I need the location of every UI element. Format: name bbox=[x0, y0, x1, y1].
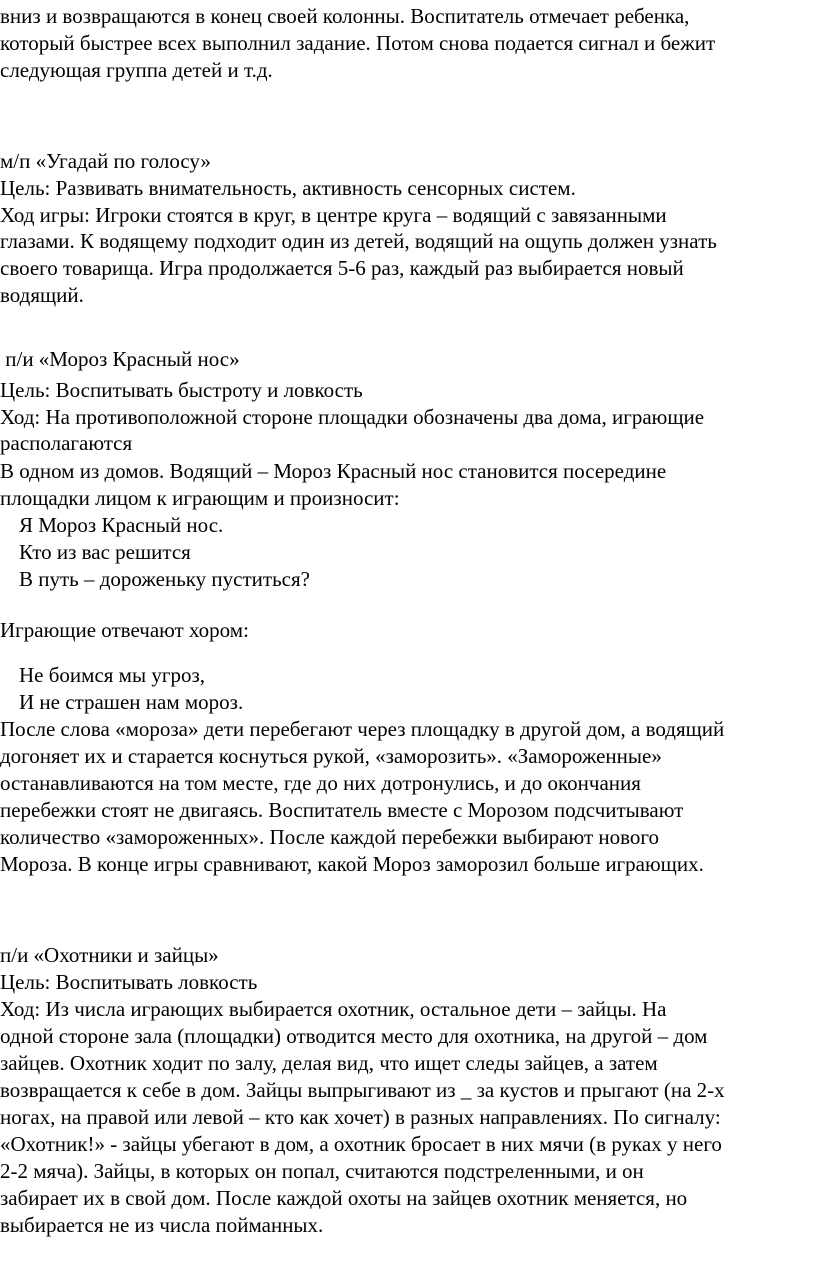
game1-description-line: глазами. К водящему подходит один из детей, водящий на ощупь должен узнать bbox=[0, 229, 717, 253]
intro-line: следующая группа детей и т.д. bbox=[0, 58, 273, 82]
game2-description-line: располагаются bbox=[0, 431, 133, 455]
game3-description-line: возвращается к себе в дом. Зайцы выпрыгивают из _ за кустов и прыгают (на 2-х bbox=[0, 1078, 725, 1102]
game2-title: п/и «Мороз Красный нос» bbox=[0, 347, 240, 371]
game3-description-line: выбирается не из числа пойманных. bbox=[0, 1213, 324, 1237]
game3-description-line: «Охотник!» - зайцы убегают в дом, а охотник бросает в них мячи (в руках у него bbox=[0, 1132, 722, 1156]
game3-goal: Цель: Воспитывать ловкость bbox=[0, 970, 258, 994]
game1-goal: Цель: Развивать внимательность, активность сенсорных систем. bbox=[0, 176, 576, 200]
game2-continuation-line: догоняет их и старается коснуться рукой, «заморозить». «Замороженные» bbox=[0, 744, 662, 768]
game1-description-line: водящий. bbox=[0, 283, 84, 307]
game2-continuation-line: останавливаются на том месте, где до них дотронулись, и до окончания bbox=[0, 771, 641, 795]
game2-continuation-line: Мороза. В конце игры сравнивают, какой Мороз заморозил больше играющих. bbox=[0, 852, 704, 876]
game3-description-line: одной стороне зала (площадки) отводится место для охотника, на другой – дом bbox=[0, 1024, 708, 1048]
chorus-intro: Играющие отвечают хором: bbox=[0, 618, 249, 642]
intro-line: вниз и возвращаются в конец своей колонны. Воспитатель отмечает ребенка, bbox=[0, 4, 690, 28]
game3-title: п/и «Охотники и зайцы» bbox=[0, 943, 219, 967]
verse-line: Кто из вас решится bbox=[19, 540, 191, 564]
game3-description-line: 2-2 мяча). Зайцы, в которых он попал, считаются подстреленными, и он bbox=[0, 1159, 644, 1183]
game1-description-line: Ход игры: Игроки стоятся в круг, в центре круга – водящий с завязанными bbox=[0, 203, 667, 227]
game2-description-line: площадки лицом к играющим и произносит: bbox=[0, 486, 400, 510]
verse-line: Я Мороз Красный нос. bbox=[19, 513, 224, 537]
game2-goal: Цель: Воспитывать быстроту и ловкость bbox=[0, 378, 363, 402]
game2-description-line: В одном из домов. Водящий – Мороз Красный нос становится посередине bbox=[0, 459, 667, 483]
game2-continuation-line: перебежки стоят не двигаясь. Воспитатель вместе с Морозом подсчитывают bbox=[0, 798, 684, 822]
game1-description-line: своего товарища. Игра продолжается 5-6 раз, каждый раз выбирается новый bbox=[0, 256, 684, 280]
game2-continuation-line: количество «замороженных». После каждой перебежки выбирают нового bbox=[0, 825, 659, 849]
game3-description-line: ногах, на правой или левой – кто как хочет) в разных направлениях. По сигналу: bbox=[0, 1105, 721, 1129]
game2-continuation-line: После слова «мороза» дети перебегают через площадку в другой дом, а водящий bbox=[0, 717, 725, 741]
verse-line: И не страшен нам мороз. bbox=[19, 690, 244, 714]
game2-description-line: Ход: На противоположной стороне площадки обозначены два дома, играющие bbox=[0, 405, 705, 429]
verse-line: В путь – дороженьку пуститься? bbox=[19, 567, 310, 591]
intro-line: который быстрее всех выполнил задание. Потом снова подается сигнал и бежит bbox=[0, 31, 716, 55]
game3-description-line: Ход: Из числа играющих выбирается охотник, остальное дети – зайцы. На bbox=[0, 997, 667, 1021]
game3-description-line: забирает их в свой дом. После каждой охоты на зайцев охотник меняется, но bbox=[0, 1186, 688, 1210]
verse-line: Не боимся мы угроз, bbox=[19, 663, 205, 687]
game1-title: м/п «Угадай по голосу» bbox=[0, 149, 211, 173]
game3-description-line: зайцев. Охотник ходит по залу, делая вид, что ищет следы зайцев, а затем bbox=[0, 1051, 658, 1075]
